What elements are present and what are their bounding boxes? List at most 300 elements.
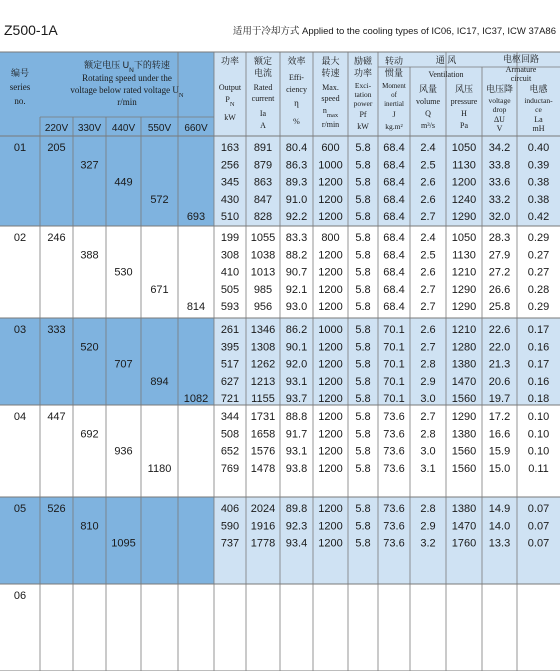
pressure-header-sym: H [461,109,467,118]
data-cell: 1000 [318,159,343,172]
data-cell: 1240 [451,193,477,206]
data-cell: 21.3 [488,358,511,371]
efficiency-header-en: ciency [286,85,307,94]
data-cell: 1560 [451,462,477,475]
data-cell: 430 [220,193,240,206]
data-cell: 1200 [318,193,343,206]
data-cell: 73.6 [383,503,405,515]
inductance-header-sym: La [534,115,543,124]
efficiency-header-cn: 效率 [287,56,306,66]
data-cell: 70.1 [383,324,405,336]
data-cell: 2.6 [420,176,436,189]
data-cell: 68.4 [383,266,405,279]
data-cell: 1200 [318,341,343,354]
data-cell: 2.8 [420,428,436,441]
data-cell: 5.8 [355,341,371,354]
voltage-header: 550V [147,123,172,134]
data-cell: 33.2 [488,193,511,206]
data-cell: 5.8 [355,462,371,475]
ventilation-header-cn: 通 风 [435,55,457,65]
data-cell: 1560 [451,445,477,458]
output-header-unit: kW [224,113,236,122]
data-cell: 28.3 [488,232,511,244]
maxspeed-header-en: speed [321,94,340,103]
data-cell: 0.10 [527,428,550,441]
speed-cell: 1095 [111,537,136,550]
model-title: Z500-1A [4,22,58,38]
data-cell: 17.2 [488,411,511,423]
series-number: 06 [13,590,27,602]
efficiency-header-sym: η [294,98,299,108]
data-cell: 1055 [250,232,276,244]
data-cell: 1290 [451,283,477,296]
data-cell: 1210 [451,266,477,279]
subscript: N [178,91,184,99]
data-cell: 2.6 [420,324,436,336]
vdrop-header-unit: V [496,124,503,133]
data-cell: 1155 [251,393,275,406]
data-cell: 5.8 [355,211,371,224]
data-cell: 2.5 [420,249,436,262]
data-cell: 2.4 [420,232,436,244]
data-cell: 5.8 [355,445,371,458]
data-cell: 0.29 [527,301,550,314]
data-cell: 3.2 [420,537,436,550]
data-cell: 1731 [250,411,276,423]
data-cell: 0.29 [527,232,550,244]
series-number: 01 [13,142,27,154]
pressure-header-unit: Pa [460,121,468,130]
data-cell: 261 [220,324,240,336]
data-cell: 163 [220,142,240,154]
speed-cell: 447 [47,411,66,423]
data-cell: 33.8 [488,159,511,172]
data-cell: 863 [253,176,273,189]
data-cell: 32.0 [488,211,511,224]
data-cell: 344 [220,411,240,423]
data-cell: 89.8 [285,503,308,515]
data-cell: 0.28 [527,283,550,296]
maxspeed-header-sym: $n_{max}$ [322,106,339,119]
data-cell: 0.16 [527,341,550,354]
inductance-header-unit: mH [532,124,545,133]
data-cell: 256 [220,159,240,172]
data-cell: 510 [220,211,240,224]
data-cell: 1000 [318,324,343,336]
data-cell: 2.7 [420,301,436,314]
data-cell: 1290 [451,411,477,423]
data-cell: 73.6 [383,537,405,550]
voltage-header: 660V [184,123,208,134]
data-cell: 22.0 [488,341,511,354]
pressure-header-cn: 风压 [454,84,474,94]
armature-header-en: Armature [505,65,537,74]
data-cell: 1200 [318,503,343,515]
inertia-header-en: of [391,91,397,99]
data-cell: 1200 [318,375,343,388]
speed-cell: 1082 [183,393,209,406]
data-cell: 2.6 [420,193,436,206]
data-cell: 1560 [451,393,477,406]
speed-cell: 936 [114,445,133,458]
group-bg-speed [0,136,215,226]
data-cell: 3.0 [420,393,436,406]
data-cell: 68.4 [383,159,405,172]
vdrop-header-cn: 电压降 [485,84,514,94]
inductance-header-en: ce [535,105,542,114]
data-cell: 68.4 [383,142,405,154]
speed-cell: 810 [80,520,99,533]
data-cell: 0.18 [527,393,550,406]
data-cell: 2.9 [420,375,436,388]
data-cell: 0.11 [528,462,549,475]
data-cell: 5.8 [355,249,371,262]
data-cell: 1038 [250,249,276,262]
data-cell: 590 [220,520,240,533]
current-header-en: current [251,94,275,103]
data-cell: 68.4 [383,249,405,262]
speed-cell: 1180 [147,462,172,475]
data-cell: 89.3 [285,176,308,189]
data-cell: 1380 [451,503,477,515]
data-cell: 93.4 [285,537,308,550]
data-cell: 3.1 [420,462,436,475]
volume-header-cn: 风量 [418,84,438,94]
inertia-header-cn: 惯量 [384,68,404,78]
data-cell: 2.7 [420,411,436,423]
data-cell: 93.7 [285,393,308,406]
speed-cell: 693 [186,211,206,224]
efficiency-header-unit: % [293,117,300,126]
data-cell: 1050 [451,142,477,154]
data-cell: 0.39 [527,159,550,172]
data-cell: 91.0 [285,193,308,206]
data-cell: 1130 [452,249,476,262]
inertia-header-en: Moment [382,82,406,90]
data-cell: 2.9 [420,520,436,533]
data-cell: 5.8 [355,324,371,336]
speed-cell: 388 [80,249,99,262]
series-number: 02 [13,232,27,244]
data-cell: 0.27 [527,266,550,279]
output-header-en: Output [218,83,242,92]
data-cell: 1200 [318,249,343,262]
data-cell: 1013 [250,266,276,279]
data-cell: 70.1 [383,358,405,371]
excitation-header-cn: 励磁 [353,56,373,66]
output-header-cn: 功率 [220,56,240,66]
data-cell: 1478 [250,462,276,475]
data-cell: 1280 [451,341,477,354]
excitation-header-en: Exci- [354,81,372,90]
data-cell: 2.4 [420,142,436,154]
data-cell: 20.6 [488,375,511,388]
excitation-header-en: power [353,99,373,108]
data-cell: 627 [220,375,240,388]
output-header-sym: $P_N$ [225,95,235,108]
data-cell: 1200 [318,176,343,189]
data-cell: 93.0 [285,301,308,314]
data-cell: 1778 [250,537,276,550]
subscript: N [129,66,134,74]
data-cell: 13.3 [488,537,511,550]
data-cell: 0.10 [527,411,550,423]
data-cell: 16.6 [488,428,511,441]
data-cell: 721 [220,393,240,406]
pressure-header-en: pressure [450,97,478,106]
current-header-cn: 额定 [253,56,273,66]
data-cell: 1050 [451,232,477,244]
data-cell: 3.0 [420,445,436,458]
data-cell: 70.1 [383,341,405,354]
data-cell: 86.2 [285,324,308,336]
data-cell: 2.8 [420,503,436,515]
voltage-header: 440V [111,123,136,134]
speed-header-en: voltage below rated voltage $U_N$ [70,85,184,99]
data-cell: 1346 [250,324,276,336]
data-cell: 5.8 [355,142,371,154]
data-cell: 0.10 [527,445,550,458]
data-cell: 27.2 [488,266,511,279]
data-cell: 1470 [451,520,477,533]
data-cell: 1658 [250,428,276,441]
data-cell: 93.1 [285,445,308,458]
data-cell: 93.1 [285,375,308,388]
speed-cell: 526 [47,503,66,515]
data-cell: 15.9 [488,445,511,458]
speed-cell: 894 [150,375,169,388]
data-cell: 406 [220,503,240,515]
data-cell: 68.4 [383,283,405,296]
applied-cn: 适用于冷却方式 [232,26,300,37]
current-header-sym: Ia [259,109,267,118]
data-cell: 0.27 [527,249,550,262]
data-cell: 15.0 [488,462,511,475]
speed-cell: 707 [114,358,133,371]
inertia-header-en: inertial [384,100,404,108]
data-cell: 14.0 [488,520,511,533]
series-header-en: series [9,82,31,92]
data-cell: 5.8 [355,176,371,189]
data-cell: 73.6 [383,428,405,441]
data-cell: 5.8 [355,393,371,406]
data-cell: 600 [321,142,340,154]
data-cell: 1200 [318,358,343,371]
speed-cell: 327 [80,159,99,172]
data-cell: 0.16 [527,375,550,388]
data-cell: 0.38 [527,193,550,206]
data-cell: 2024 [250,503,276,515]
speed-cell: 814 [186,301,206,314]
speed-cell: 572 [150,193,169,206]
data-cell: 5.8 [355,520,371,533]
speed-header-en: Rotating speed under the [82,73,172,83]
cooling-types-note [233,23,556,37]
data-cell: 0.07 [527,503,550,515]
group-bg-speed [0,318,215,405]
data-cell: 33.6 [488,176,511,189]
volume-header-unit: m³/s [421,121,435,130]
maxspeed-header-unit: r/min [321,120,340,129]
data-cell: 2.7 [420,283,436,296]
data-cell: 1916 [250,520,276,533]
data-cell: 86.3 [285,159,308,172]
data-cell: 0.07 [527,537,550,550]
data-cell: 1470 [451,375,477,388]
data-cell: 985 [253,283,273,296]
volume-header-sym: Q [425,109,431,118]
data-cell: 73.6 [383,411,405,423]
data-cell: 1213 [250,375,276,388]
ventilation-header-en: Ventilation [428,70,464,79]
data-cell: 847 [253,193,273,206]
data-cell: 737 [220,537,240,550]
data-cell: 2.7 [420,341,436,354]
data-cell: 593 [220,301,240,314]
data-cell: 508 [220,428,240,441]
subscript: N [229,100,235,108]
data-cell: 5.8 [355,375,371,388]
data-cell: 2.6 [420,266,436,279]
series-header-en: no. [14,96,26,106]
current-header-unit: A [260,121,266,130]
series-number: 05 [13,503,27,515]
data-cell: 68.4 [383,176,405,189]
data-cell: 68.4 [383,301,405,314]
data-cell: 5.8 [355,193,371,206]
data-cell: 90.1 [285,341,308,354]
data-cell: 1200 [318,411,343,423]
data-cell: 92.2 [285,211,308,224]
data-cell: 1576 [250,445,276,458]
data-cell: 769 [220,462,240,475]
data-cell: 5.8 [355,159,371,172]
data-cell: 5.8 [355,411,371,423]
data-cell: 956 [253,301,273,314]
excitation-header-en: tation [354,90,372,99]
series-number: 04 [13,411,27,423]
excitation-header-sym: Pf [359,110,367,119]
data-cell: 2.7 [420,211,436,224]
data-cell: 68.4 [383,193,405,206]
spec-table [0,40,560,671]
data-cell: 5.8 [355,301,371,314]
speed-cell: 520 [80,341,99,354]
data-cell: 0.42 [527,211,550,224]
data-cell: 0.38 [527,176,550,189]
series-number: 03 [13,324,27,336]
data-cell: 1200 [318,211,343,224]
data-cell: 891 [253,142,273,154]
data-cell: 5.8 [355,283,371,296]
data-cell: 25.8 [488,301,511,314]
applied-en: Applied to the cooling [301,26,393,37]
data-cell: 1380 [451,358,477,371]
data-cell: 5.8 [355,232,371,244]
inertia-header-cn: 转动 [384,56,404,66]
data-cell: 73.6 [383,520,405,533]
data-cell: 828 [253,211,273,224]
speed-header-cn: 额定电压 $U_N$下的转速 [84,60,170,74]
data-cell: 517 [220,358,240,371]
data-cell: 5.8 [355,537,371,550]
data-cell: 345 [220,176,240,189]
data-cell: 93.8 [285,462,308,475]
data-cell: 5.8 [355,266,371,279]
data-cell: 2.8 [420,358,436,371]
volume-header-en: volume [416,97,440,106]
data-cell: 92.1 [285,283,308,296]
data-cell: 5.8 [355,358,371,371]
data-cell: 1200 [318,462,343,475]
data-cell: 0.07 [527,520,550,533]
data-cell: 70.1 [383,393,405,406]
data-cell: 83.3 [285,232,308,244]
header [0,0,560,40]
data-cell: 1308 [250,341,276,354]
data-cell: 26.6 [488,283,511,296]
data-cell: 90.7 [285,266,308,279]
data-cell: 1380 [451,428,477,441]
data-cell: 1290 [451,211,477,224]
data-cell: 1200 [451,176,477,189]
data-cell: 199 [220,232,240,244]
data-cell: 5.8 [355,503,371,515]
data-cell: 0.17 [527,324,550,336]
data-cell: 1130 [452,159,476,172]
data-cell: 1200 [318,283,343,296]
data-cell: 1200 [318,266,343,279]
series-header-cn: 编号 [10,68,30,78]
data-cell: 80.4 [285,142,308,154]
data-cell: 5.8 [355,428,371,441]
inductance-header-cn: 电感 [529,84,548,94]
data-cell: 70.1 [383,375,405,388]
voltage-header: 220V [44,123,69,134]
data-cell: 879 [253,159,273,172]
applied-types: types of IC06, IC17, IC37, ICW 37A86 [395,26,556,37]
data-cell: 27.9 [488,249,511,262]
data-cell: 410 [220,266,240,279]
data-cell: 14.9 [488,503,511,515]
current-header-en: Rated [253,83,273,92]
data-cell: 1290 [451,301,477,314]
inertia-header-sym: J [392,110,396,119]
speed-cell: 205 [47,142,66,154]
data-cell: 1210 [451,324,477,336]
speed-cell: 530 [114,266,133,279]
data-cell: 505 [220,283,240,296]
excitation-header-cn: 功率 [353,68,373,78]
data-cell: 2.5 [420,159,436,172]
data-cell: 0.17 [527,358,550,371]
data-cell: 88.8 [285,411,308,423]
data-cell: 68.4 [383,211,405,224]
inductance-header-en: inductan- [524,96,553,105]
speed-cell: 449 [114,176,133,189]
maxspeed-header-cn: 最大 [321,56,340,66]
data-cell: 1262 [250,358,276,371]
vdrop-header-sym: ΔU [494,115,505,124]
data-cell: 88.2 [285,249,308,262]
group-bg-speed [0,497,215,584]
armature-header-cn: 电枢回路 [502,54,540,64]
data-cell: 395 [220,341,240,354]
maxspeed-header-cn: 转速 [321,68,340,78]
data-cell: 1200 [318,537,343,550]
data-cell: 73.6 [383,445,405,458]
excitation-header-unit: kW [357,122,369,131]
